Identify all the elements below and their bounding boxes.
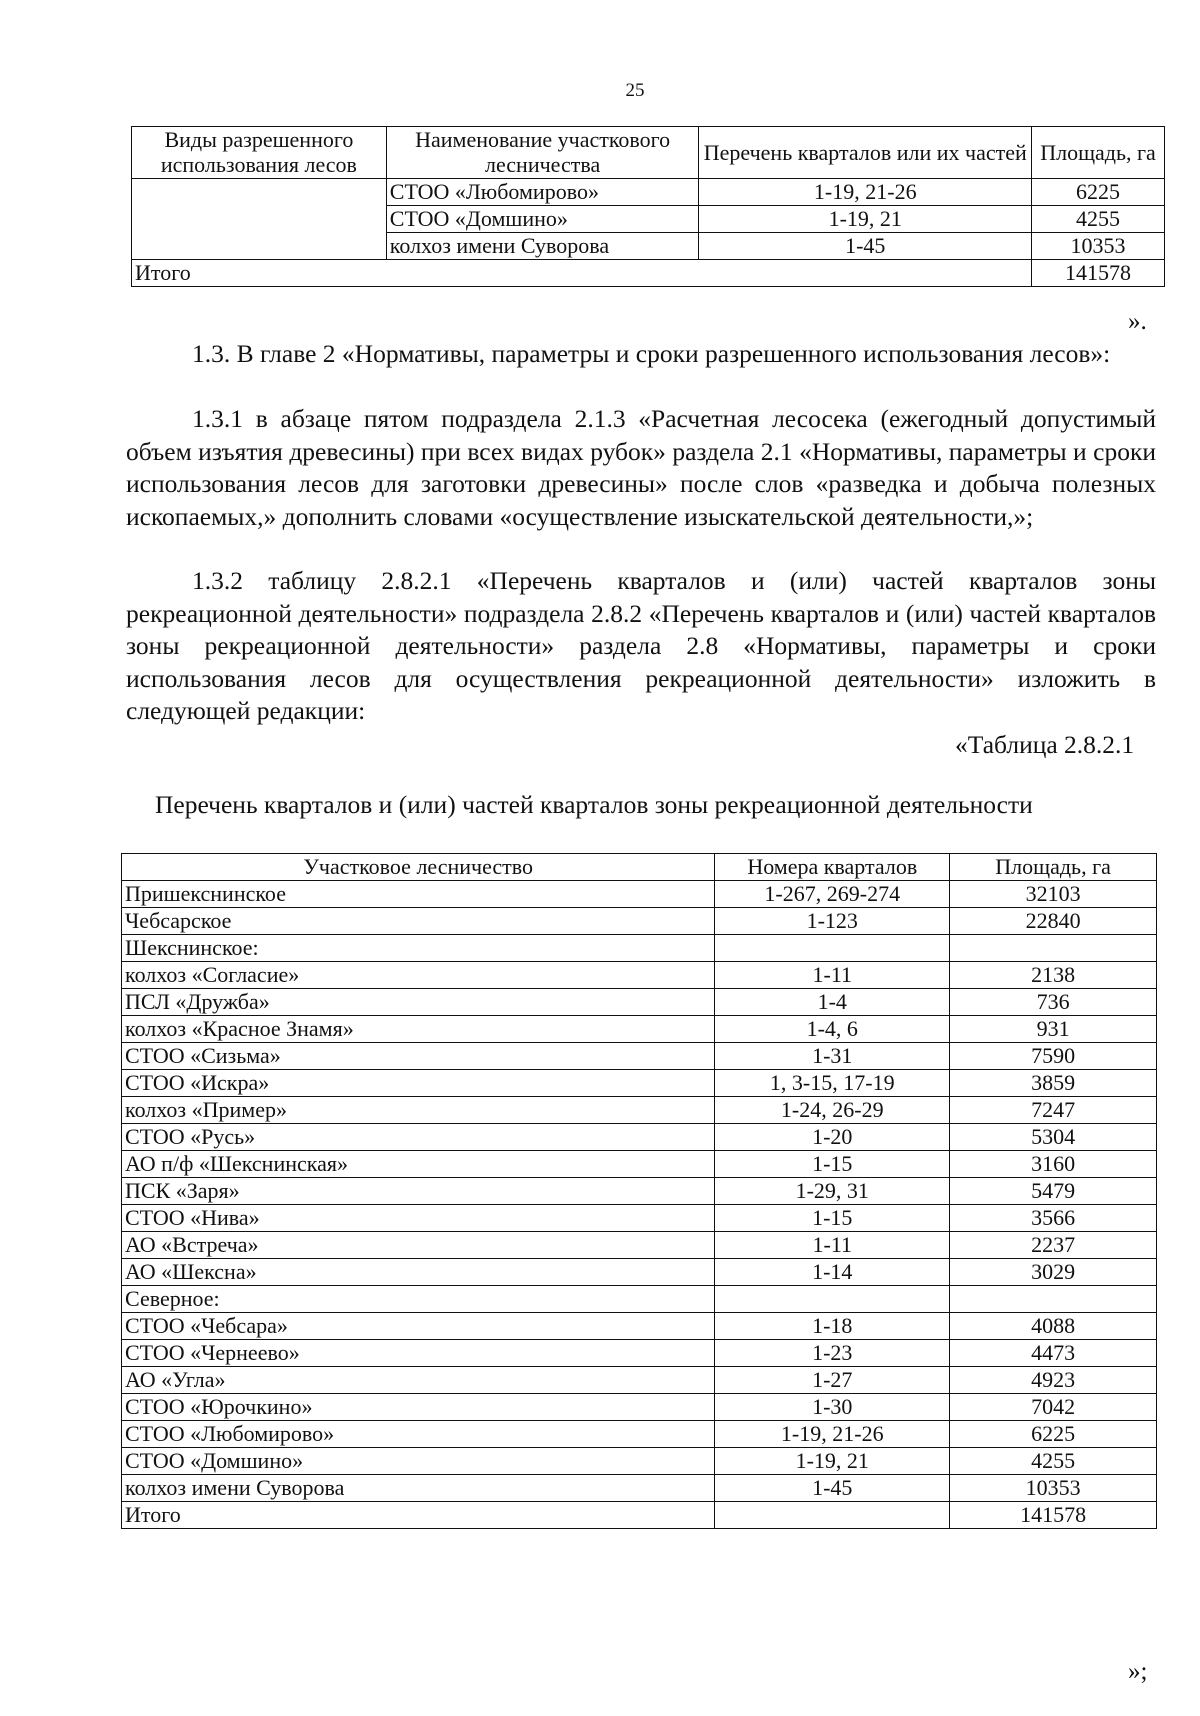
table-cell: АО «Встреча» <box>122 1232 715 1259</box>
table-cell: СТОО «Домшино» <box>122 1448 715 1475</box>
table-cell: СТОО «Любомирово» <box>122 1421 715 1448</box>
table-cell: 1-23 <box>715 1340 950 1367</box>
table-header-cell: Площадь, га <box>950 854 1157 881</box>
table-header-cell: Номера кварталов <box>715 854 950 881</box>
table-row <box>122 908 1157 935</box>
table-cell: 1-27 <box>715 1367 950 1394</box>
table-cell: ПСЛ «Дружба» <box>122 989 715 1016</box>
table-cell: 1-267, 269-274 <box>715 881 950 908</box>
table-cell: 32103 <box>950 881 1157 908</box>
table-cell: 1-15 <box>715 1205 950 1232</box>
table-cell: 4255 <box>1032 205 1165 232</box>
table-cell: 2138 <box>950 962 1157 989</box>
table-cell: СТОО «Юрочкино» <box>122 1394 715 1421</box>
table-cell: Северное: <box>122 1286 715 1313</box>
table-header-cell: Участковое лесничество <box>122 854 715 881</box>
closing-quote: ». <box>1128 308 1147 335</box>
table-row <box>122 1151 1157 1178</box>
table-cell: СТОО «Любомирово» <box>386 178 699 205</box>
table-cell <box>715 935 950 962</box>
table-cell: 22840 <box>950 908 1157 935</box>
table-row <box>122 1502 1157 1529</box>
page-number: 25 <box>625 80 645 101</box>
table-cell: Шекснинское: <box>122 935 715 962</box>
table-row <box>122 935 1157 962</box>
table-header-row <box>132 127 1165 179</box>
table-cell: 141578 <box>950 1502 1157 1529</box>
allowed-use-table <box>131 126 1165 287</box>
table-header-cell: Перечень кварталов или их частей <box>699 127 1032 179</box>
table-cell: 1-4, 6 <box>715 1016 950 1043</box>
table-cell: АО «Шексна» <box>122 1259 715 1286</box>
table-cell: АО п/ф «Шекснинская» <box>122 1151 715 1178</box>
table-total-row <box>132 259 1165 286</box>
table-row <box>122 1259 1157 1286</box>
table-cell: 1-18 <box>715 1313 950 1340</box>
table-cell: 1-4 <box>715 989 950 1016</box>
table-row <box>122 1286 1157 1313</box>
table-cell <box>950 935 1157 962</box>
table-cell: 1-15 <box>715 1151 950 1178</box>
table-row <box>122 1097 1157 1124</box>
table-cell: 3566 <box>950 1205 1157 1232</box>
table-row <box>122 1232 1157 1259</box>
table-cell: колхоз «Красное Знамя» <box>122 1016 715 1043</box>
table-cell: 7042 <box>950 1394 1157 1421</box>
table-cell: Пришекснинское <box>122 881 715 908</box>
table-cell: 10353 <box>950 1475 1157 1502</box>
table-row <box>122 1367 1157 1394</box>
table-cell: 10353 <box>1032 232 1165 259</box>
table-cell: колхоз имени Суворова <box>122 1475 715 1502</box>
total-value: 141578 <box>1032 259 1165 286</box>
table-cell: 1-14 <box>715 1259 950 1286</box>
table-cell: 1-24, 26-29 <box>715 1097 950 1124</box>
table-cell: 5479 <box>950 1178 1157 1205</box>
table-cell: 5304 <box>950 1124 1157 1151</box>
table-cell: 1-19, 21-26 <box>699 178 1032 205</box>
table-cell: ПСК «Заря» <box>122 1178 715 1205</box>
table-row <box>122 1475 1157 1502</box>
table-cell: СТОО «Русь» <box>122 1124 715 1151</box>
table-cell: Чебсарское <box>122 908 715 935</box>
table-header-cell: Наименование участкового лесничества <box>386 127 699 179</box>
table-cell: 1-30 <box>715 1394 950 1421</box>
table-row <box>122 1448 1157 1475</box>
table-cell: 1-123 <box>715 908 950 935</box>
table-header-cell: Виды разрешенного использования лесов <box>132 127 387 179</box>
recreation-zone-table <box>121 853 1157 1529</box>
table-cell: колхоз имени Суворова <box>386 232 699 259</box>
table-row <box>122 989 1157 1016</box>
table-cell: СТОО «Искра» <box>122 1070 715 1097</box>
table-title: Перечень кварталов и (или) частей кварталов зоны рекреационной деятельности <box>155 790 1033 819</box>
table-header-row <box>122 854 1157 881</box>
table-cell: 4923 <box>950 1367 1157 1394</box>
table-cell <box>715 1502 950 1529</box>
table-cell: СТОО «Чебсара» <box>122 1313 715 1340</box>
table-cell: 931 <box>950 1016 1157 1043</box>
table-row <box>122 1178 1157 1205</box>
table-label: «Таблица 2.8.2.1 <box>955 730 1135 759</box>
table-cell: 2237 <box>950 1232 1157 1259</box>
table-cell: 736 <box>950 989 1157 1016</box>
table-cell <box>132 178 387 259</box>
table-cell: 3859 <box>950 1070 1157 1097</box>
closing-quote: »; <box>1128 1658 1148 1685</box>
table-cell: 1-31 <box>715 1043 950 1070</box>
table-row <box>122 1205 1157 1232</box>
table-cell: 1-20 <box>715 1124 950 1151</box>
table-cell: колхоз «Пример» <box>122 1097 715 1124</box>
table-cell: 1-45 <box>699 232 1032 259</box>
table-cell: 1-45 <box>715 1475 950 1502</box>
table-cell: СТОО «Домшино» <box>386 205 699 232</box>
table-row <box>122 1394 1157 1421</box>
table-row <box>122 1421 1157 1448</box>
total-label: Итого <box>132 259 1032 286</box>
table-row <box>122 1340 1157 1367</box>
table-cell: 7247 <box>950 1097 1157 1124</box>
table-cell: 7590 <box>950 1043 1157 1070</box>
table-cell: 1-19, 21 <box>699 205 1032 232</box>
table-cell: 4473 <box>950 1340 1157 1367</box>
table-cell: 3160 <box>950 1151 1157 1178</box>
table-cell <box>715 1286 950 1313</box>
table-cell <box>950 1286 1157 1313</box>
table-cell: 1, 3-15, 17-19 <box>715 1070 950 1097</box>
table-cell: СТОО «Нива» <box>122 1205 715 1232</box>
table-cell: 4088 <box>950 1313 1157 1340</box>
paragraph: 1.3.2 таблицу 2.8.2.1 «Перечень кварталов и (или) частей кварталов зоны рекреационной деятельности» подраздела 2.8.2 «Перечень кварталов и (или) частей кварталов зоны рекреационной деятельности» раздела 2.8 «Нормативы, параметры и сроки использования лесов для осуществления рекреационной деятельности» изложить в следующей редакции: <box>126 566 1156 725</box>
table-cell: 1-19, 21-26 <box>715 1421 950 1448</box>
table-row <box>122 1124 1157 1151</box>
table-cell: 1-19, 21 <box>715 1448 950 1475</box>
table-row <box>122 962 1157 989</box>
table-cell: 1-11 <box>715 1232 950 1259</box>
table-cell: Итого <box>122 1502 715 1529</box>
table-row <box>122 881 1157 908</box>
table-row <box>122 1043 1157 1070</box>
table-row <box>122 1313 1157 1340</box>
table-cell: колхоз «Согласие» <box>122 962 715 989</box>
table-cell: 6225 <box>1032 178 1165 205</box>
table-cell: СТОО «Сизьма» <box>122 1043 715 1070</box>
table-cell: 1-29, 31 <box>715 1178 950 1205</box>
table-cell: АО «Угла» <box>122 1367 715 1394</box>
table-cell: 4255 <box>950 1448 1157 1475</box>
table-header-cell: Площадь, га <box>1032 127 1165 179</box>
table-cell: 6225 <box>950 1421 1157 1448</box>
table-row <box>132 178 1165 205</box>
table-cell: 3029 <box>950 1259 1157 1286</box>
paragraph: 1.3. В главе 2 «Нормативы, параметры и сроки разрешенного использования лесов»: <box>192 339 1111 368</box>
table-cell: СТОО «Чернеево» <box>122 1340 715 1367</box>
table-cell: 1-11 <box>715 962 950 989</box>
paragraph: 1.3.1 в абзаце пятом подраздела 2.1.3 «Расчетная лесосека (ежегодный допустимый объем изъятия древесины) при всех видах рубок» раздела 2.1 «Нормативы, параметры и сроки использования лесов для заготовки древесины» после слов «разведка и добыча полезных ископаемых,» дополнить словами «осуществление изыскательской деятельности,»; <box>126 404 1156 531</box>
table-row <box>122 1070 1157 1097</box>
table-row <box>122 1016 1157 1043</box>
